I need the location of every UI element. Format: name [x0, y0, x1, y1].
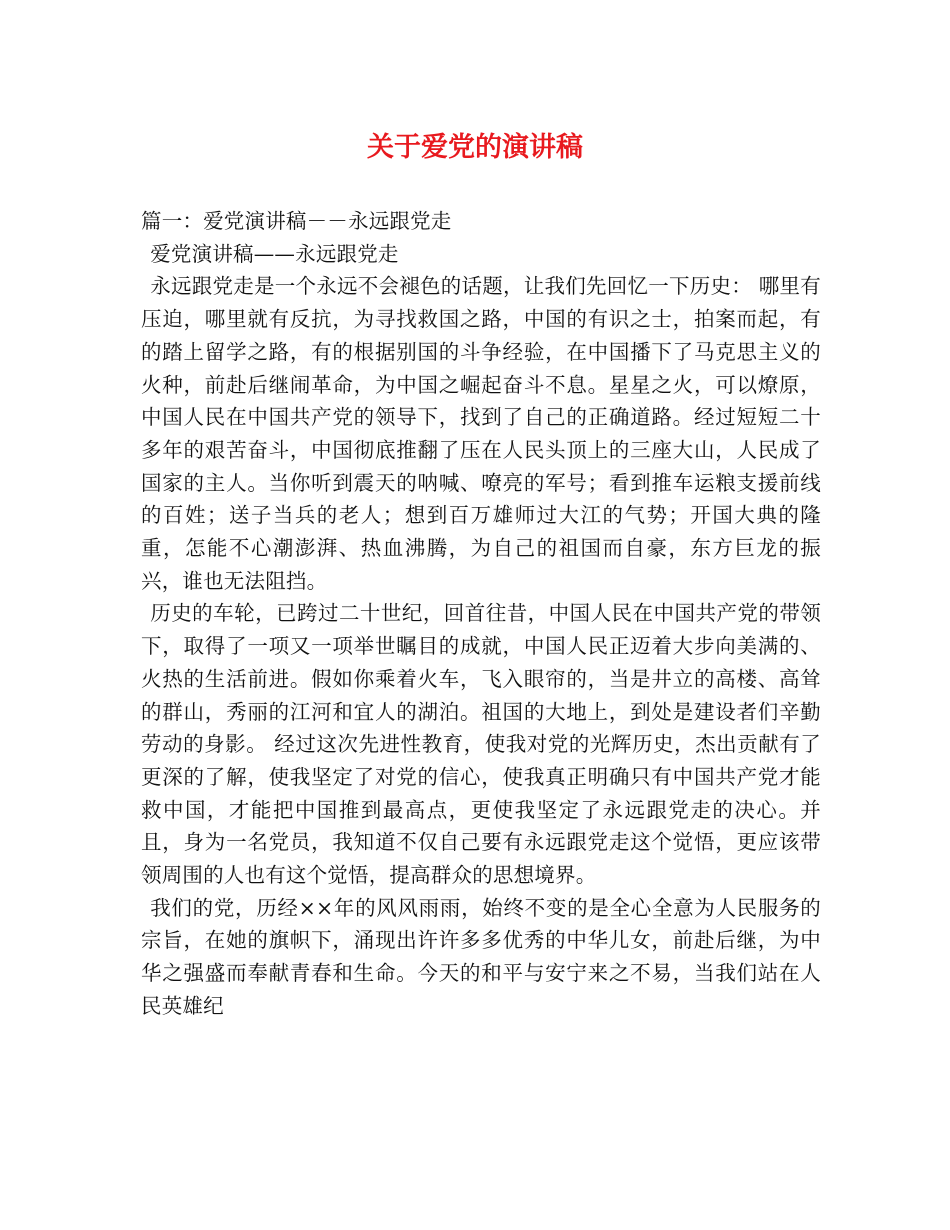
paragraph-1: 永远跟党走是一个永远不会褪色的话题，让我们先回忆一下历史： 哪里有压迫，哪里就有反抗，为寻找救国之路，中国的有识之士，拍案而起，有的踏上留学之路，有的根据别国的斗争经验，在中国播下了马克思主义的火种，前赴后继闹革命，为中国之崛起奋斗不息。星星之火，可以燎原，中国人民在中国共产党的领导下，找到了自己的正确道路。经过短短二十多年的艰苦奋斗，中国彻底推翻了压在人民头顶上的三座大山，人民成了国家的主人。当你听到震天的呐喊、嘹亮的军号；看到推车运粮支援前线的百姓；送子当兵的老人；想到百万雄师过大江的气势；开国大典的隆重，怎能不心潮澎湃、热血沸腾，为自己的祖国而自豪，东方巨龙的振兴，谁也无法阻挡。	[141, 274, 821, 593]
speech-subtitle: 爱党演讲稿——永远跟党走	[150, 241, 399, 266]
paragraph-3: 我们的党，历经××年的风风雨雨，始终不变的是全心全意为人民服务的宗旨，在她的旗帜下，涌现出许许多多优秀的中华儿女，前赴后继，为中华之强盛而奉献青春和生命。今天的和平与安宁来之不易，当我们站在人民英雄纪	[141, 895, 821, 1018]
section-heading: 篇一：爱党演讲稿－－永远跟党走	[141, 209, 452, 233]
paragraph-2: 历史的车轮，已跨过二十世纪，回首往昔，中国人民在中国共产党的带领下，取得了一项又一项举世瞩目的成就，中国人民正迈着大步向美满的、火热的生活前进。假如你乘着火车，飞入眼帘的，当是井立的高楼、高耸的群山，秀丽的江河和宜人的湖泊。祖国的大地上，到处是建设者们辛勤劳动的身影。 经过这次先进性教育，使我对党的光辉历史，杰出贡献有了更深的了解，使我坚定了对党的信心，使我真正明确只有中国共产党才能救中国，才能把中国推到最高点，更使我坚定了永远跟党走的决心。并且，身为一名党员，我知道不仅自己要有永远跟党走这个觉悟，更应该带领周围的人也有这个觉悟，提高群众的思想境界。	[141, 601, 821, 888]
document-title: 关于爱党的演讲稿	[367, 132, 583, 163]
document-body	[141, 205, 821, 1023]
